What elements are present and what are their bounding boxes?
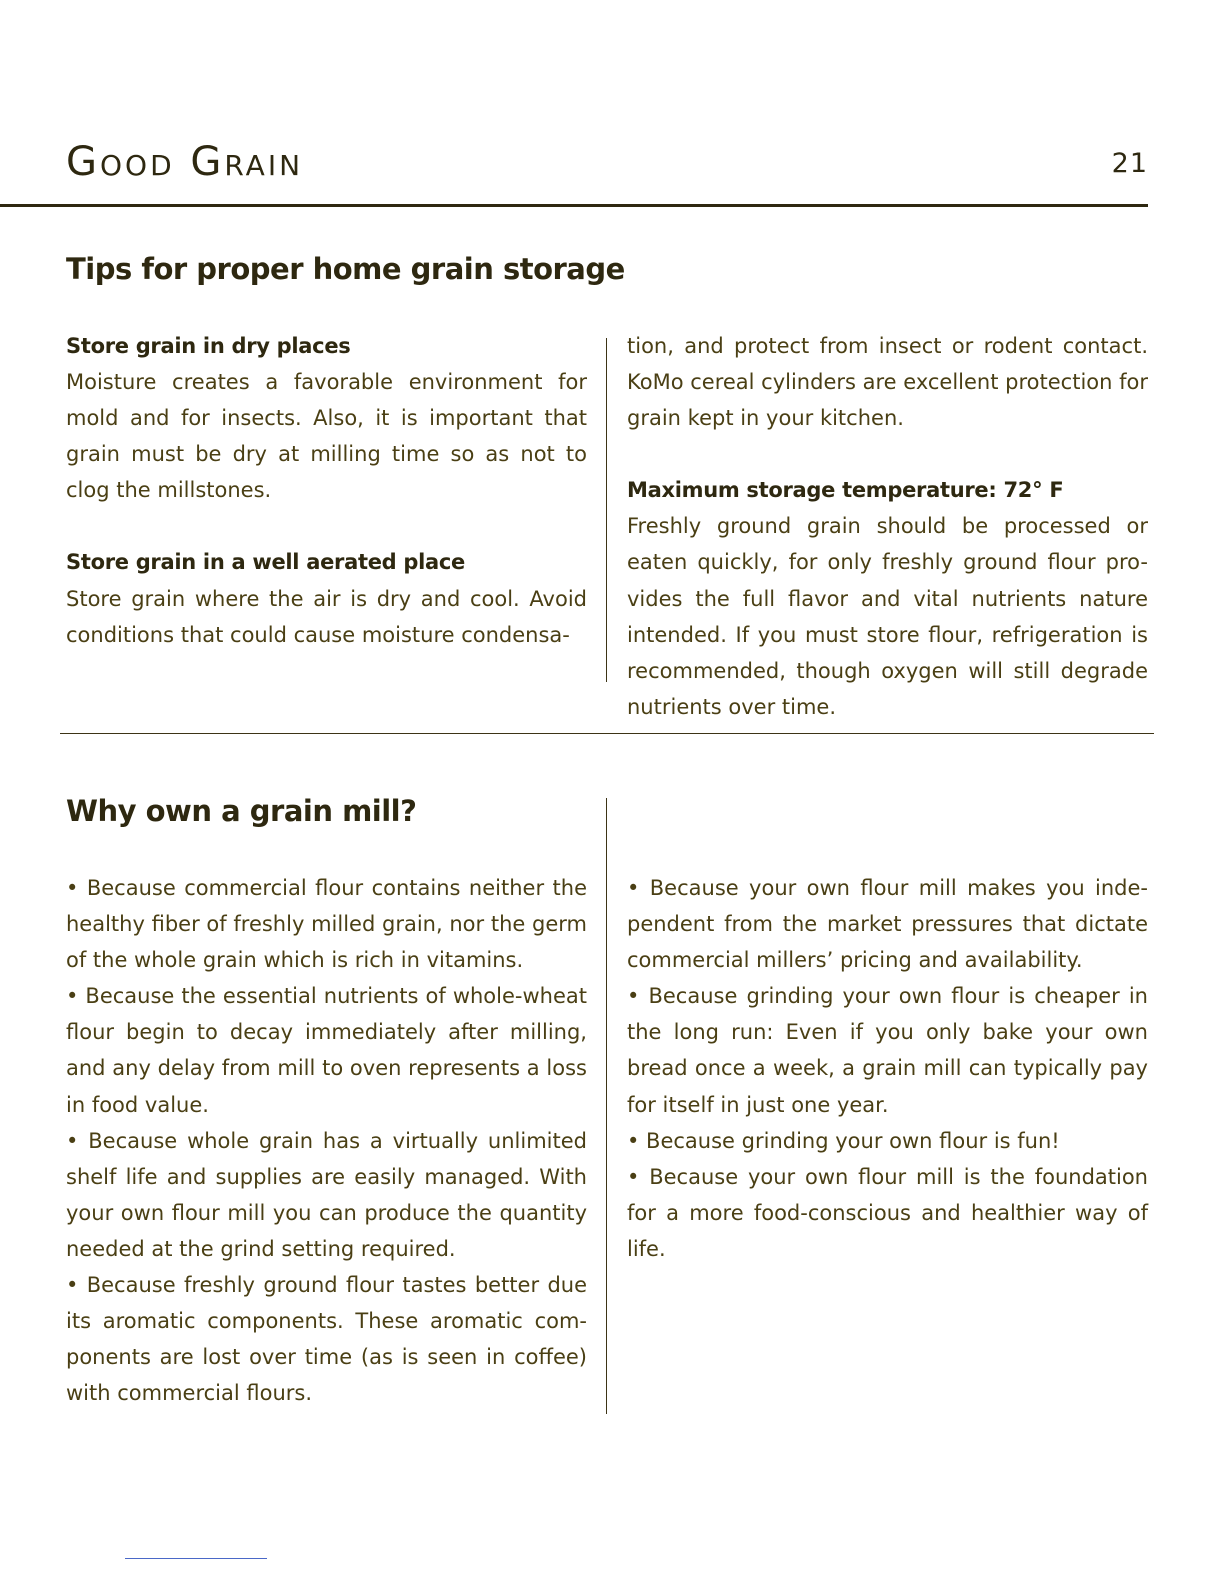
list-item: • Because commercial flour contains neither the healthy fiber of freshly milled grain, nor the germ of the whole grain which is rich in vitamins. — [66, 876, 587, 973]
footnote-rule — [125, 1558, 267, 1559]
storage-left-column — [66, 328, 587, 653]
max-temperature-heading: Maximum storage temperature: 72° F — [627, 478, 1064, 503]
list-item: • Because the essential nutrients of whole-wheat flour begin to decay immediately after milling, and any delay from mill to oven represents a loss in food value. — [66, 984, 587, 1117]
dry-places-text: Moisture creates a favorable environment for mold and for insects. Also, it is important that grain must be dry at milling time so as not to clog the millstones. — [66, 370, 587, 503]
header-rule — [0, 204, 1148, 207]
mill-column-divider — [606, 798, 607, 1414]
list-item: • Because grinding your own flour is cheaper in the long run: Even if you only bake your own bread once a week, a grain mill can typically pay for itself in just one year. — [627, 984, 1148, 1117]
aerated-place-text-continued: tion, and protect from insect or rodent contact. KoMo cereal cylinders are excellent protection for grain kept in your kitchen. — [627, 334, 1148, 431]
mill-left-column — [66, 870, 587, 1411]
list-item: • Because your own flour mill is the foundation for a more food-conscious and healthier way of life. — [627, 1164, 1148, 1261]
running-header-title: Good Grain — [66, 139, 304, 185]
storage-section-title: Tips for proper home grain storage — [66, 252, 625, 286]
list-item: • Because your own flour mill makes you inde-pendent from the market pressures that dictate commercial millers’ pricing and availability. — [627, 876, 1148, 973]
list-item: • Because freshly ground flour tastes better due its aromatic components. These aromatic com-ponents are lost over time (as is seen in coffee) with commercial flours. — [66, 1273, 587, 1406]
section-divider — [60, 733, 1154, 734]
list-item: • Because grinding your own flour is fun! — [627, 1128, 1060, 1153]
aerated-place-text: Store grain where the air is dry and cool. Avoid conditions that could cause moisture condensa- — [66, 586, 587, 647]
max-temperature-text: Freshly ground grain should be processed or eaten quickly, for only freshly ground flour pro-vides the full flavor and vital nutrients nature intended. If you must store flour, refrigeration is recommended, though oxygen will still degrade nutrients over time. — [627, 514, 1148, 719]
dry-places-heading: Store grain in dry places — [66, 334, 351, 358]
mill-section-title: Why own a grain mill? — [66, 794, 417, 828]
storage-right-column — [627, 328, 1148, 725]
aerated-place-heading: Store grain in a well aerated place — [66, 550, 465, 575]
list-item: • Because whole grain has a virtually unlimited shelf life and supplies are easily managed. With your own flour mill you can produce the quantity needed at the grind setting required. — [66, 1128, 587, 1261]
storage-column-divider — [606, 338, 607, 682]
page-number: 21 — [1111, 148, 1148, 179]
mill-right-column — [627, 870, 1148, 1267]
